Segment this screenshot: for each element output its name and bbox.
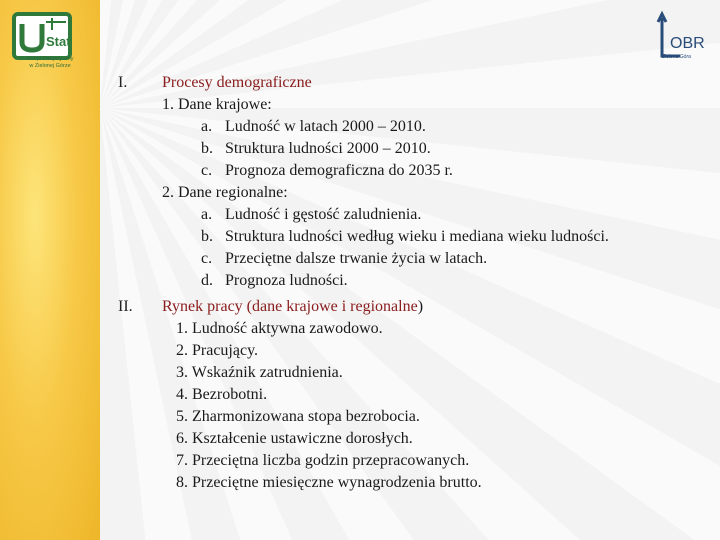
section-1-item-c: Prognoza demograficzna do 2035 r. bbox=[225, 162, 453, 179]
section-1-item-a: Ludność w latach 2000 – 2010. bbox=[225, 118, 426, 135]
section-2-title: Rynek pracy (dane krajowe i regionalne bbox=[162, 298, 418, 315]
ustat-caption bbox=[4, 56, 96, 69]
section-1-item-a-marker: a. bbox=[201, 118, 213, 135]
section-2-title-row bbox=[162, 298, 423, 316]
section-2-line-7: 7. Przeciętna liczba godzin przepracowanych. bbox=[176, 452, 470, 469]
section-1-item-2c-marker: c. bbox=[201, 250, 213, 267]
section-2-line-3: 3. Wskaźnik zatrudnienia. bbox=[176, 364, 343, 381]
section-1-item-2d-marker: d. bbox=[201, 272, 213, 289]
section-1-item-2a: Ludność i gęstość zaludnienia. bbox=[225, 206, 422, 223]
section-1-item-b-marker: b. bbox=[201, 140, 213, 157]
section-1-item-2b-marker: b. bbox=[201, 228, 213, 245]
section-1-line-1: 1. Dane krajowe: bbox=[162, 96, 272, 113]
ustat-caption-line-1: Urząd Statystyczny bbox=[26, 56, 74, 62]
section-2-line-4: 4. Bezrobotni. bbox=[176, 386, 268, 403]
section-2-line-8: 8. Przeciętne miesięczne wynagrodzenia brutto. bbox=[176, 474, 482, 491]
section-1-item-2a-marker: a. bbox=[201, 206, 213, 223]
ustat-logo-text: Stat bbox=[46, 34, 71, 49]
section-1-title: Procesy demograficzne bbox=[162, 74, 312, 91]
ustat-caption-line-2: w Zielonej Górze bbox=[29, 62, 71, 69]
section-1-item-2d: Prognoza ludności. bbox=[225, 272, 348, 289]
section-2-line-5: 5. Zharmonizowana stopa bezrobocia. bbox=[176, 408, 420, 425]
section-2-line-1: 1. Ludność aktywna zawodowo. bbox=[176, 320, 383, 337]
section-1-item-2c: Przeciętne dalsze trwanie życia w latach. bbox=[225, 250, 488, 267]
section-1-line-2: 2. Dane regionalne: bbox=[162, 184, 288, 201]
obr-logo-text: OBR bbox=[670, 35, 705, 52]
section-2-line-6: 6. Kształcenie ustawiczne dorosłych. bbox=[176, 430, 413, 447]
section-1-item-b: Struktura ludności 2000 – 2010. bbox=[225, 140, 431, 157]
section-2-title-close: ) bbox=[417, 298, 424, 315]
obr-caption: Zielona Góra bbox=[662, 54, 691, 60]
section-2-numeral: II. bbox=[118, 298, 133, 315]
section-1-item-2b: Struktura ludności według wieku i mediana wieku ludności. bbox=[225, 228, 609, 245]
section-1-numeral: I. bbox=[118, 74, 128, 91]
section-2-line-2: 2. Pracujący. bbox=[176, 342, 259, 359]
section-1-item-c-marker: c. bbox=[201, 162, 213, 179]
sidebar-band bbox=[0, 0, 100, 540]
